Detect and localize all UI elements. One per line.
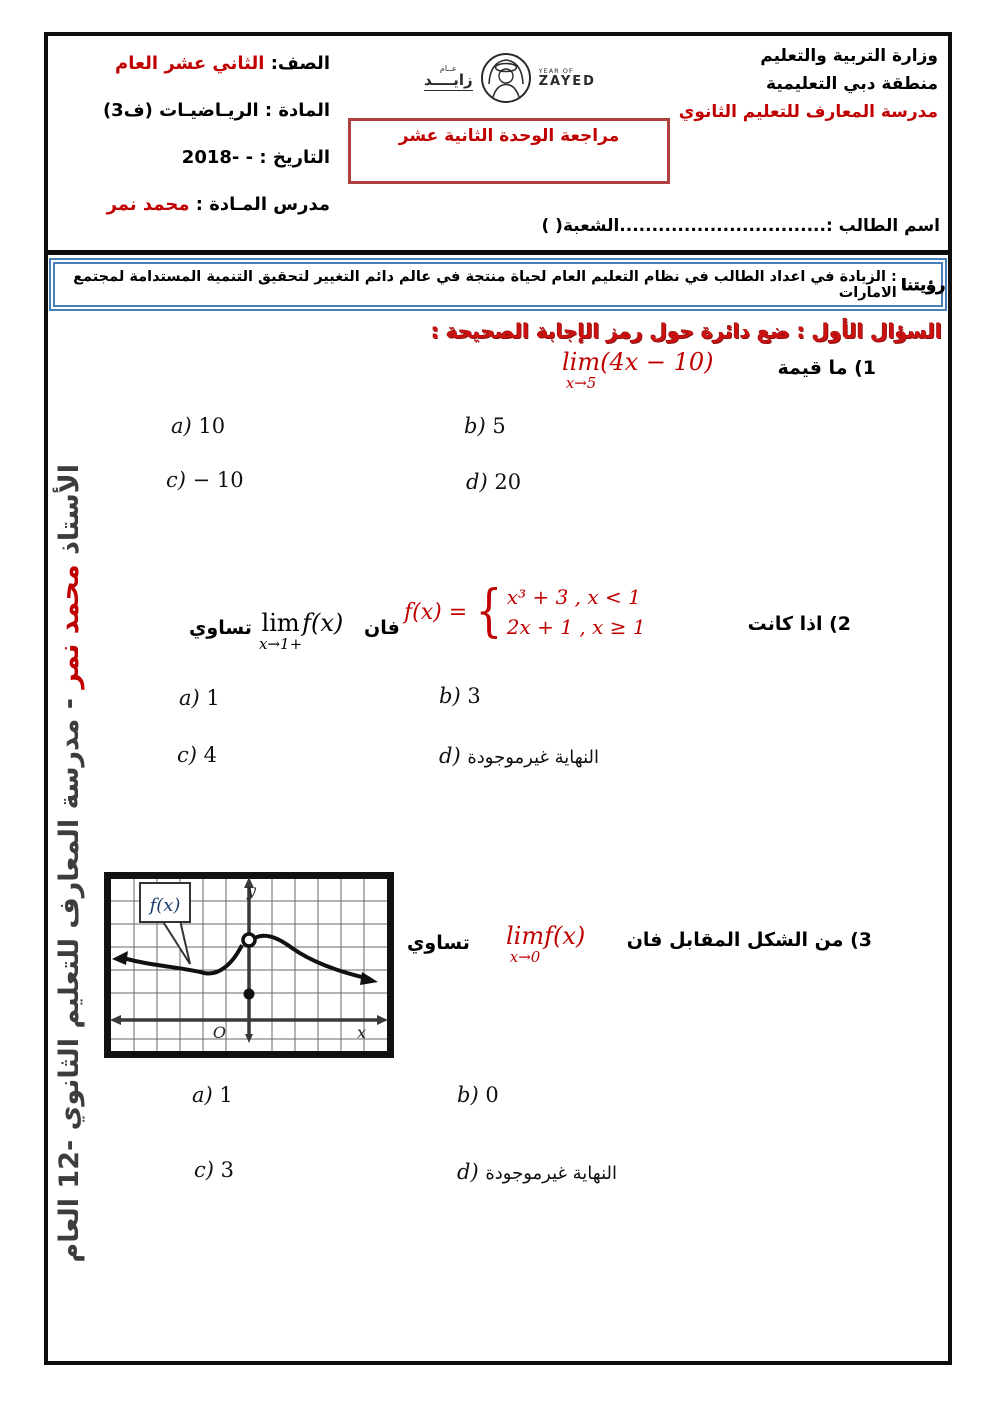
q2-fexpr: f(x) xyxy=(302,609,344,637)
q1-expr: (4x − 10) xyxy=(600,348,714,376)
logo-arabic-top: عــام xyxy=(439,64,457,73)
logo-english-top: YEAR OF xyxy=(538,67,574,76)
teacher-line xyxy=(50,181,330,228)
q2-text: 2) اذا كانت xyxy=(747,613,851,635)
q2-piecewise-function xyxy=(404,578,646,644)
q1-option-a: a) 10 xyxy=(171,414,226,438)
date-line xyxy=(50,134,330,181)
date-value: - -2018 xyxy=(181,147,254,168)
q1-limit-expression xyxy=(562,350,714,391)
q2-fan: فان xyxy=(364,617,400,639)
review-title-box xyxy=(348,118,670,184)
q1-lim: lim x→5 xyxy=(562,348,601,392)
teacher-watermark-vertical xyxy=(54,464,108,1263)
review-title: مراجعة الوحدة الثانية عشر xyxy=(398,126,620,146)
y-axis-label: y xyxy=(246,881,256,900)
logo-english-text xyxy=(539,68,596,88)
limit-graph-figure xyxy=(104,872,394,1058)
q2-option-d: d) النهاية غيرموجودة xyxy=(439,744,599,768)
origin-label: O xyxy=(212,1023,226,1042)
closed-point xyxy=(244,989,255,1000)
open-point xyxy=(243,934,255,946)
class-info-block xyxy=(50,40,330,228)
q3-lim: lim x→0 xyxy=(506,922,545,966)
fx-label: f(x) xyxy=(149,895,181,916)
ministry-line2: منطقة دبي التعليمية xyxy=(766,74,938,94)
header-divider xyxy=(48,250,948,255)
q1-text: 1) ما قيمة xyxy=(777,357,876,379)
sidebar-prefix: الأستاذ xyxy=(54,464,85,565)
ministry-block xyxy=(679,42,938,126)
q3-fexpr: f(x) xyxy=(544,922,586,950)
year-of-zayed-logo xyxy=(400,48,620,108)
vision-box xyxy=(49,258,947,311)
q2-option-c: c) 4 xyxy=(177,743,218,767)
page-frame xyxy=(44,32,952,1365)
logo-arabic-text xyxy=(424,65,473,91)
ministry-line1: وزارة التربية والتعليم xyxy=(760,46,938,66)
q1-option-b: b) 5 xyxy=(464,414,506,438)
q2-fx: f(x) = xyxy=(404,599,468,625)
q3-option-b: b) 0 xyxy=(457,1083,499,1107)
class-label: الصف: xyxy=(270,53,330,74)
x-axis-label: x xyxy=(356,1023,366,1042)
q2-option-a: a) 1 xyxy=(179,686,220,710)
q3-option-d: d) النهاية غيرموجودة xyxy=(457,1160,617,1184)
q2-lim: lim x→1+ xyxy=(259,609,303,653)
q2-limit-expression xyxy=(259,611,343,652)
q3-tail: تساوي xyxy=(407,932,470,954)
sidebar-teacher-name: محمد نمر xyxy=(54,564,85,689)
teacher-name: محمد نمر xyxy=(106,194,190,215)
q2-brace: { xyxy=(475,578,503,644)
q1-option-c: c) − 10 xyxy=(166,468,244,492)
subject-line: المادة : الريـاضيـات (ف3) xyxy=(102,100,330,121)
teacher-label: مدرس المـادة : xyxy=(195,194,330,215)
class-value: الثاني عشر العام xyxy=(115,53,265,74)
school-name: مدرسة المعارف للتعليم الثانوي xyxy=(678,102,938,122)
q3-option-a: a) 1 xyxy=(192,1083,233,1107)
section-title: السؤال الأول : ضع دائرة حول رمز الإجابة الصحيحة : xyxy=(431,319,942,343)
q2-tail: تساوي xyxy=(189,617,252,639)
student-name-line: اسم الطالب :................................الشعبة( ) xyxy=(541,216,940,236)
sidebar-suffix: - مدرسة المعارف للتعليم الثانوي -12 العام xyxy=(54,688,85,1263)
vision-label: رؤيتنا xyxy=(900,275,945,294)
q3-text: 3) من الشكل المقابل فان xyxy=(626,929,872,951)
zayed-portrait-icon xyxy=(479,51,533,105)
q2-option-b: b) 3 xyxy=(439,684,481,708)
class-line xyxy=(50,40,330,87)
q3-limit-expression xyxy=(506,924,585,965)
date-label: التاريخ : xyxy=(259,147,330,168)
q1-option-d: d) 20 xyxy=(466,470,522,494)
logo-english-main: ZAYED xyxy=(538,73,596,89)
q2-piecewise-rows: x³ + 3 , x < 1 2x + 1 , x ≥ 1 xyxy=(506,585,646,639)
logo-arabic-main: زايــــد xyxy=(424,71,473,89)
q3-option-c: c) 3 xyxy=(194,1158,235,1182)
vision-text: : الزيادة في اعداد الطالب في نظام التعليم العام لحياة منتجة في عالم دائم التغيير لتحقيق التنمية المستدامة لمجتمع الامارات xyxy=(73,268,897,301)
